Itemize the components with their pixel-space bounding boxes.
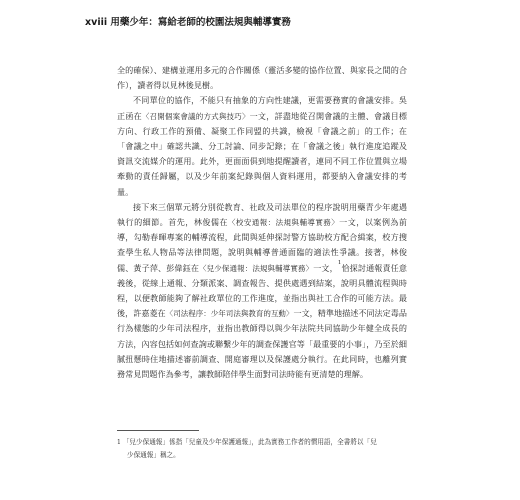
paragraph-2 (117, 93, 407, 199)
paragraph-text: 一文， (313, 262, 338, 273)
paragraph-text: 不同單位的協作，不能只有抽象的方向性建議，更需要務實的會議安排。吳正函在 (117, 95, 407, 121)
footnote-reference[interactable]: 1 (337, 259, 342, 266)
footnote-divider (117, 430, 199, 431)
paragraph-text: 一文，詳盡地從召開會議的主體、會議目標方向、行政工作的預備、凝聚工作同盟的共識，檢視「會議之前」的工作；在「會議之中」確認共識、分工討論、同步記錄；在「會議之後」執行進度追蹤及資訊交流媒介的運用。此外，更面面俱到地提醒讀者，連同不同工作位置與立場牽動的責任歸屬，以及少年前案紀錄與個人資料運用，都要納入會議安排的考量。 (117, 110, 407, 197)
paragraph-3 (117, 200, 407, 382)
article-citation: 〈校安通報：法規與輔導實務〉 (227, 218, 340, 228)
footnote-number: 1 (117, 439, 121, 446)
paragraph-text: 接下來三個單元將分別從教育、社政及司法單位的程序說明用藥青少年處遇執行的細節。首先，林俊儒在 (117, 201, 407, 228)
footnote-text: 少保通報」稱之。 (127, 451, 180, 459)
paragraph-text: 恰探討通報責任意義後，從線上通報、分類派案、調查報告、提供處遇到結案，說明具體流程與時程，以便教師能夠了解社政單位的工作進度，並指出與社工合作的可能方法。最後，許嘉菱在 (117, 262, 407, 319)
body-text (117, 63, 407, 382)
article-citation: 〈司法程序：少年司法與教育的互動〉 (165, 309, 294, 319)
article-citation: 〈召開個案會議的方式與技巧〉 (141, 111, 250, 121)
running-header (85, 14, 291, 28)
article-citation: 〈兒少保通報：法規與輔導實務〉 (199, 263, 314, 273)
paragraph-text: 一文，以案例為前導，勾勒春暉專案的輔導流程，此間與延伸探討警方協助校方配合緝案，校方搜查學生私人物品等法律問題，說明與輔導普通面臨的適法性爭議。接著，林俊儒、黃子萍、彭偉鈺在 (117, 217, 407, 273)
footnote-text: 「兒少保通報」係指「兒童及少年保護通報」，此為實務工作者的慣用語，全書將以「兒 (122, 438, 377, 446)
paragraph-text: 一文，精準地描述不同法定毒品行為樣態的少年司法程序，並指出教師得以與少年法院共同協助少年健全成長的方法，內容包括如何查詢或聯繫少年的調查保護官等「最重要的小事」，乃至於細膩扭懸時住地描述審前調查、開庭審理以及保護處分執行。在此同時，也離列實務常見問題作為參考，讓教師陪伴學生面對司法時能有更清楚的理解。 (117, 308, 407, 380)
paragraph-1: 全的確保）、建構並運用多元的合作關係（靈活多變的協作位置、與家長之間的合作），讀者得以見林後見樹。 (117, 65, 407, 91)
book-title: 用藥少年：寫給老師的校園法規與輔導實務 (110, 17, 291, 28)
page-number: xviii (85, 17, 108, 28)
footnote (117, 436, 407, 462)
